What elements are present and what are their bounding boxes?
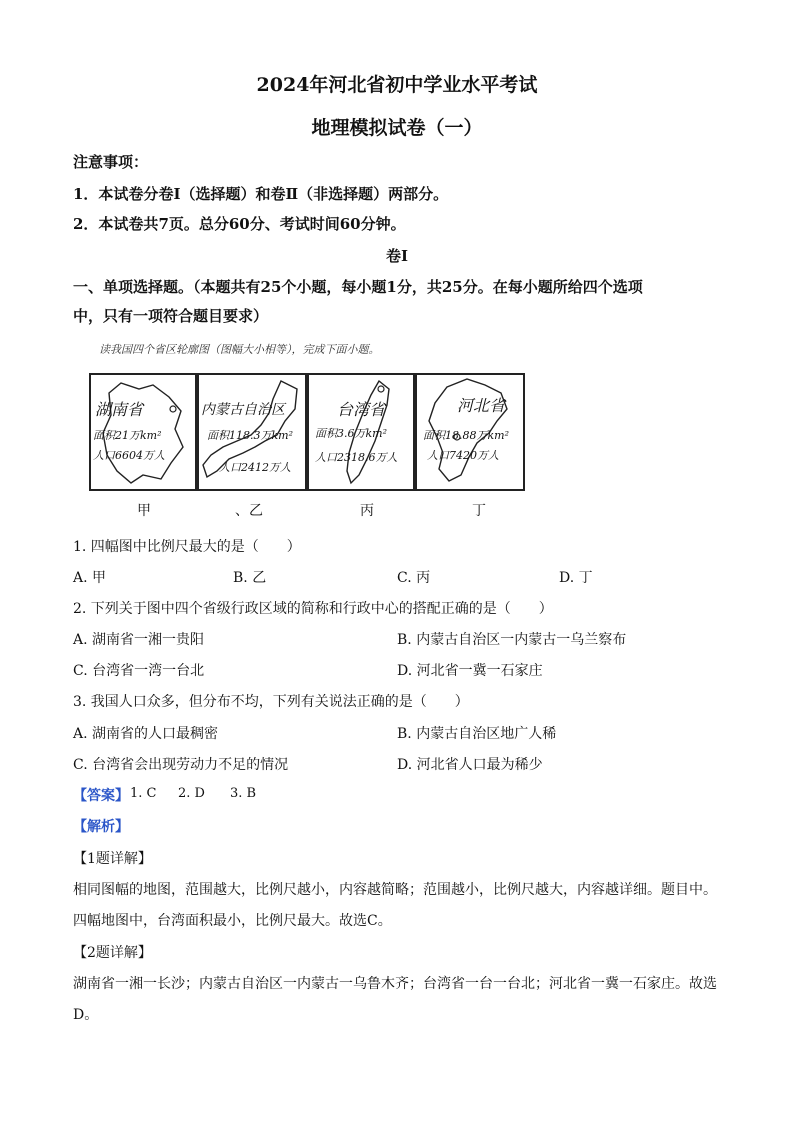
question-2-option-a: A. 湖南省一湘一贵阳 <box>73 632 205 648</box>
map-panel-hunan <box>89 373 197 491</box>
panel-label-yi: 、乙 <box>235 503 263 519</box>
panel-label-bing: 丙 <box>360 503 374 519</box>
section-instruction-1: 一、单项选择题。（本题共有25个小题，每小题1分，共25分。在每小题所给四个选项 <box>73 278 643 296</box>
question-1-option-a: A. 甲 <box>73 570 107 586</box>
section-name: 卷Ⅰ <box>385 247 409 265</box>
notice-item-1: 1．本试卷分卷Ⅰ（选择题）和卷Ⅱ（非选择题）两部分。 <box>73 185 449 203</box>
map-name-neimenggu: 内蒙古自治区 <box>201 402 285 418</box>
notice-heading: 注意事项： <box>73 153 149 171</box>
question-3-option-a: A. 湖南省的人口最稠密 <box>73 726 219 742</box>
answer-3: 3. B <box>230 786 257 801</box>
analysis-q1-line-2: 四幅地图中，台湾面积最小，比例尺最大。故选C。 <box>73 913 392 929</box>
question-2-option-d: D. 河北省一冀一石家庄 <box>397 663 543 679</box>
question-3-stem: 3. 我国人口众多，但分布不均，下列有关说法正确的是（ ） <box>73 694 469 710</box>
question-2-option-b: B. 内蒙古自治区一内蒙古一乌兰察布 <box>397 632 627 648</box>
question-3-option-b: B. 内蒙古自治区地广人稀 <box>397 726 557 742</box>
answer-2: 2. D <box>178 786 205 801</box>
question-3-option-c: C. 台湾省会出现劳动力不足的情况 <box>73 757 289 773</box>
map-area-hebei: 面积18.88万km² <box>423 429 509 442</box>
map-area-taiwan: 面积3.6万km² <box>315 427 387 440</box>
notice-item-2: 2．本试卷共7页。总分60分、考试时间60分钟。 <box>73 215 406 233</box>
map-population-neimenggu: 人口2412万人 <box>219 461 291 474</box>
question-1-option-d: D. 丁 <box>559 570 593 586</box>
analysis-q1-line-1: 相同图幅的地图，范围越大，比例尺越小，内容越简略；范围越小，比例尺越大，内容越详细。题目中。 <box>73 882 717 898</box>
map-population-taiwan: 人口2318.6万人 <box>315 451 398 464</box>
figure-caption: 读我国四个省区轮廓图（图幅大小相等），完成下面小题。 <box>99 343 380 356</box>
map-name-hunan: 湖南省 <box>95 400 144 419</box>
map-panel-neimenggu <box>197 373 307 491</box>
question-2-stem: 2. 下列关于图中四个省级行政区域的简称和行政中心的搭配正确的是（ ） <box>73 601 553 617</box>
analysis-q2-title: 【2题详解】 <box>73 945 152 961</box>
map-panel-hebei <box>415 373 525 491</box>
map-population-hunan: 人口6604万人 <box>93 449 165 462</box>
map-panel-taiwan <box>307 373 415 491</box>
analysis-tag: 【解析】 <box>73 819 129 835</box>
map-name-taiwan: 台湾省 <box>337 400 386 419</box>
map-area-neimenggu: 面积118.3万km² <box>207 429 293 442</box>
answer-tag: 【答案】 <box>73 788 129 804</box>
analysis-q2-line-1: 湖南省一湘一长沙；内蒙古自治区一内蒙古一乌鲁木齐；台湾省一台一台北；河北省一冀一石家庄。故选 <box>73 976 717 992</box>
map-name-hebei: 河北省 <box>457 396 506 415</box>
analysis-q1-title: 【1题详解】 <box>73 851 152 867</box>
panel-label-ding: 丁 <box>472 503 486 519</box>
map-area-hunan: 面积21万km² <box>93 429 162 442</box>
question-3-option-d: D. 河北省人口最为稀少 <box>397 757 543 773</box>
answer-1: 1. C <box>130 786 157 801</box>
map-population-hebei: 人口7420万人 <box>427 449 499 462</box>
question-1-option-b: B. 乙 <box>233 570 267 586</box>
page-subtitle: 地理模拟试卷（一） <box>311 117 483 139</box>
page-title: 2024年河北省初中学业水平考试 <box>256 74 538 96</box>
panel-label-jia: 甲 <box>137 503 151 519</box>
section-instruction-2: 中，只有一项符合题目要求） <box>73 307 269 325</box>
question-1-option-c: C. 丙 <box>397 570 431 586</box>
question-2-option-c: C. 台湾省一湾一台北 <box>73 663 205 679</box>
question-1-stem: 1. 四幅图中比例尺最大的是（ ） <box>73 539 301 555</box>
analysis-q2-line-2: D。 <box>73 1007 99 1023</box>
